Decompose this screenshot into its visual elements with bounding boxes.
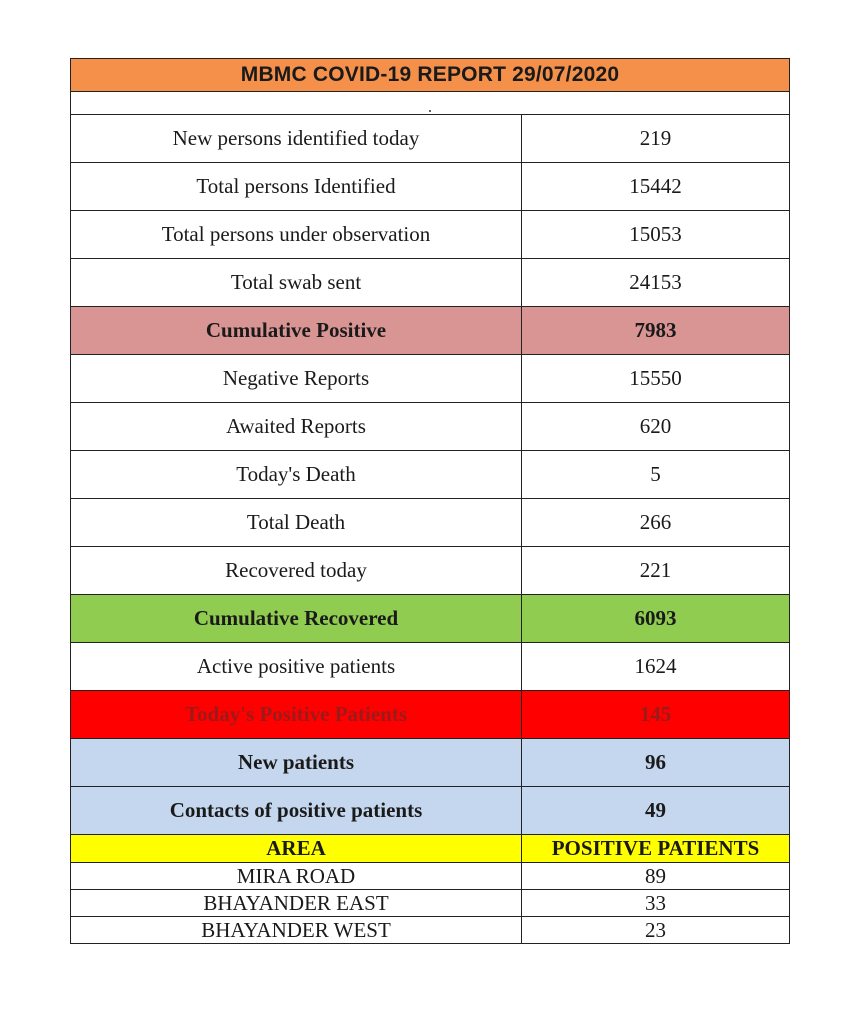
stat-row-total-identified [71, 163, 790, 211]
stat-row-todays-death [71, 451, 790, 499]
area-row-bhayander-east [71, 890, 790, 917]
area-row-mira-road [71, 863, 790, 890]
area-count: 33 [522, 890, 790, 917]
stat-label: Recovered today [71, 547, 522, 595]
area-header-row [71, 835, 790, 863]
stat-label: Awaited Reports [71, 403, 522, 451]
stat-label: Total swab sent [71, 259, 522, 307]
stat-label: Today's Death [71, 451, 522, 499]
stat-label: New patients [71, 739, 522, 787]
stat-value: 15550 [522, 355, 790, 403]
stat-row-new-patients [71, 739, 790, 787]
area-name: BHAYANDER WEST [71, 917, 522, 944]
stat-value: 15053 [522, 211, 790, 259]
stat-row-contacts [71, 787, 790, 835]
stat-label: Total persons under observation [71, 211, 522, 259]
stat-label: Contacts of positive patients [71, 787, 522, 835]
stat-row-awaited-reports [71, 403, 790, 451]
area-count: 89 [522, 863, 790, 890]
dot-mark [429, 110, 431, 112]
stat-value: 24153 [522, 259, 790, 307]
stat-value: 219 [522, 115, 790, 163]
stat-label: Today's Positive Patients [71, 691, 522, 739]
stat-row-active-positive [71, 643, 790, 691]
area-name: MIRA ROAD [71, 863, 522, 890]
stat-row-new-identified [71, 115, 790, 163]
report-title-row [71, 59, 790, 92]
stat-label: Active positive patients [71, 643, 522, 691]
stat-label: Cumulative Recovered [71, 595, 522, 643]
blank-row [71, 92, 790, 115]
stat-value: 221 [522, 547, 790, 595]
area-name: BHAYANDER EAST [71, 890, 522, 917]
stat-row-todays-positive [71, 691, 790, 739]
stat-value: 620 [522, 403, 790, 451]
stat-row-cumulative-recovered [71, 595, 790, 643]
stat-label: Total Death [71, 499, 522, 547]
stat-value: 145 [522, 691, 790, 739]
blank-cell [71, 92, 790, 115]
stat-label: New persons identified today [71, 115, 522, 163]
stat-row-negative-reports [71, 355, 790, 403]
stat-label: Cumulative Positive [71, 307, 522, 355]
stat-label: Negative Reports [71, 355, 522, 403]
covid-report-table [70, 58, 790, 944]
stat-value: 266 [522, 499, 790, 547]
report-title: MBMC COVID-19 REPORT 29/07/2020 [71, 59, 790, 92]
stat-value: 1624 [522, 643, 790, 691]
stat-row-cumulative-positive [71, 307, 790, 355]
stat-row-recovered-today [71, 547, 790, 595]
stat-value: 7983 [522, 307, 790, 355]
stat-value: 6093 [522, 595, 790, 643]
stat-value: 15442 [522, 163, 790, 211]
stat-row-under-observation [71, 211, 790, 259]
stat-row-total-death [71, 499, 790, 547]
positive-column-header: POSITIVE PATIENTS [522, 835, 790, 863]
stat-value: 49 [522, 787, 790, 835]
area-count: 23 [522, 917, 790, 944]
stat-value: 96 [522, 739, 790, 787]
area-column-header: AREA [71, 835, 522, 863]
stat-value: 5 [522, 451, 790, 499]
stat-row-swab-sent [71, 259, 790, 307]
stat-label: Total persons Identified [71, 163, 522, 211]
area-row-bhayander-west [71, 917, 790, 944]
